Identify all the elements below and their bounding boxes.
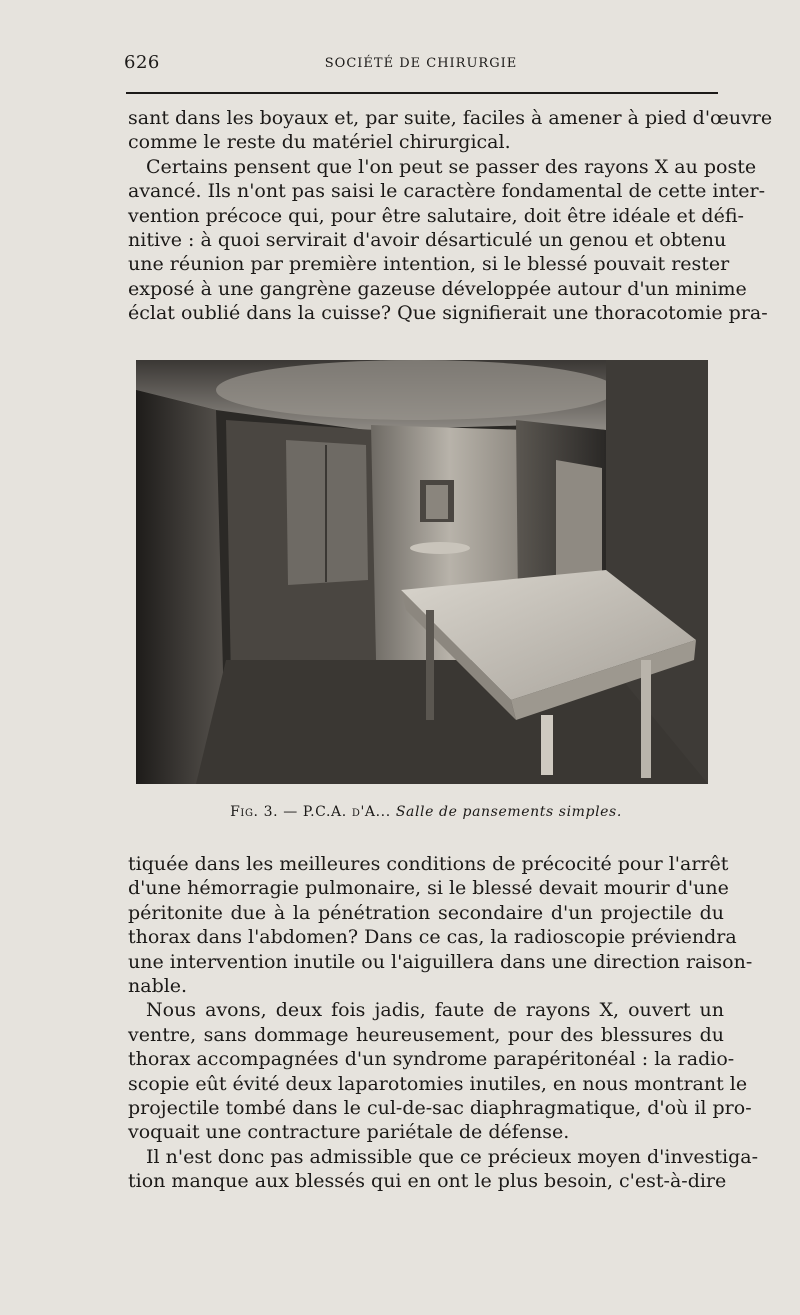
body-text-top — [128, 106, 773, 326]
body-text-bottom — [128, 852, 759, 1194]
text-line: Nous avons, deux fois jadis, faute de rayons X, ouvert un — [146, 999, 724, 1022]
text-line: projectile tombé dans le cul-de-sac diaphragmatique, d'où il pro- — [128, 1097, 752, 1120]
text-line: nable. — [128, 975, 188, 998]
text-line: Il n'est donc pas admissible que ce précieux moyen d'investiga- — [146, 1145, 759, 1168]
page-number: 626 — [124, 52, 160, 73]
text-line: comme le reste du matériel chirurgical. — [128, 131, 511, 154]
text-line: thorax dans l'abdomen? Dans ce cas, la radioscopie préviendra — [128, 926, 737, 949]
figure-label: Fig. 3. — P.C.A. d'A... — [230, 804, 391, 820]
text-line: vention précoce qui, pour être salutaire, doit être idéale et défi- — [128, 204, 744, 227]
running-title: SOCIÉTÉ DE CHIRURGIE — [324, 56, 518, 71]
text-line: tion manque aux blessés qui en ont le plus besoin, c'est-à-dire — [128, 1170, 727, 1193]
text-line: Certains pensent que l'on peut se passer des rayons X au poste — [146, 155, 757, 178]
figure-photograph — [136, 360, 708, 784]
text-line: avancé. Ils n'ont pas saisi le caractère fondamental de cette inter- — [128, 180, 766, 203]
page-header — [124, 52, 718, 76]
text-line: d'une hémorragie pulmonaire, si le blessé devait mourir d'une — [128, 877, 729, 900]
text-line: exposé à une gangrène gazeuse développée autour d'un minime — [128, 277, 747, 300]
text-line: nitive : à quoi servirait d'avoir désarticulé un genou et obtenu — [128, 229, 727, 252]
text-line: une intervention inutile ou l'aiguillera dans une direction raison- — [128, 950, 753, 973]
text-line: éclat oublié dans la cuisse? Que signifierait une thoracotomie pra- — [128, 302, 768, 325]
text-line: péritonite due à la pénétration secondaire d'un projectile du — [128, 901, 724, 924]
figure-caption — [128, 804, 724, 820]
figure-title: Salle de pansements simples. — [395, 804, 622, 820]
text-line: thorax accompagnées d'un syndrome parapéritonéal : la radio- — [128, 1048, 735, 1071]
text-line: scopie eût évité deux laparotomies inutiles, en nous montrant le — [128, 1072, 748, 1095]
text-line: tiquée dans les meilleures conditions de précocité pour l'arrêt — [128, 853, 729, 875]
header-rule — [126, 92, 718, 94]
text-line: une réunion par première intention, si le blessé pouvait rester — [128, 253, 730, 276]
text-line: ventre, sans dommage heureusement, pour des blessures du — [128, 1023, 724, 1046]
text-line: voquait une contracture pariétale de défense. — [128, 1121, 570, 1144]
text-line: sant dans les boyaux et, par suite, faciles à amener à pied d'œuvre — [128, 107, 773, 129]
